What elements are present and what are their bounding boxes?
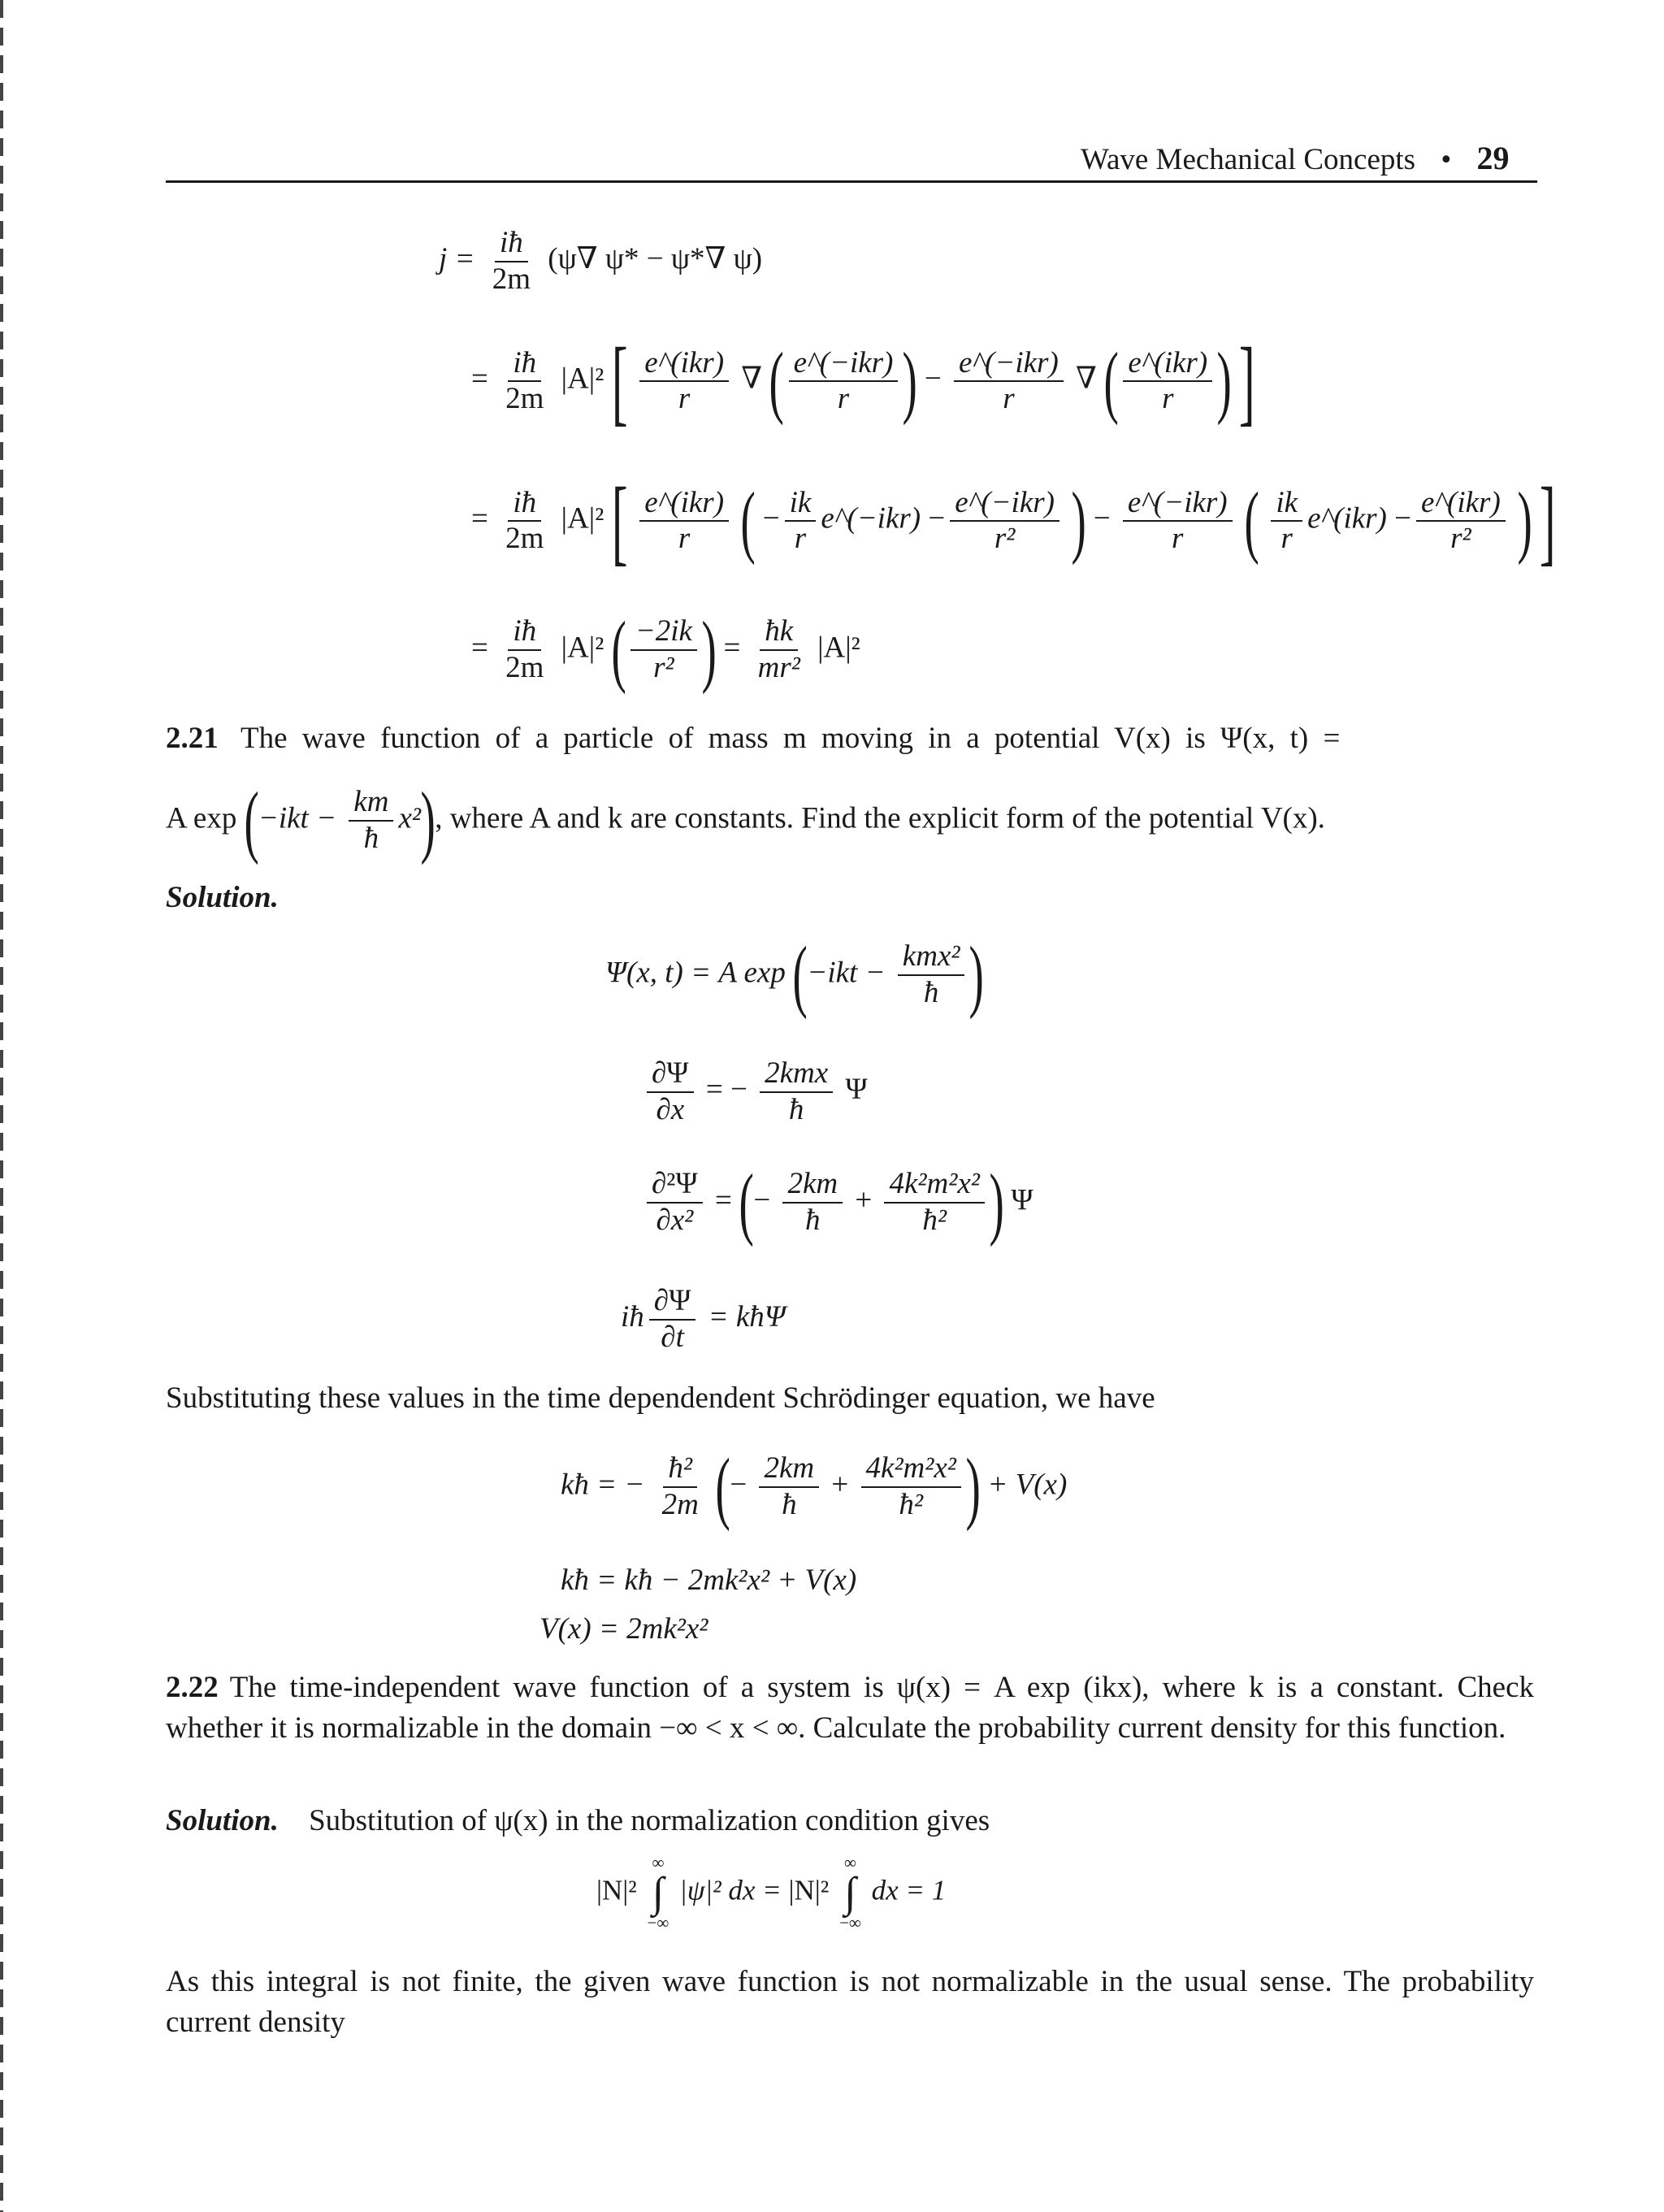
solution-label-221: Solution. (166, 881, 279, 914)
problem-221-line2: A exp (−ikt − $\frac{km}{ħ}$ x²), where A and k are constants. Find the explicit form of the potential V(x). (166, 775, 1325, 865)
problem-number-222: 2.22 (166, 1671, 219, 1704)
eq-khbar: kħ = kħ − 2mk²x² + V(x) (561, 1564, 857, 1597)
eq-j-line1 (439, 226, 762, 297)
eq-normalization: |N|² ∞ ∫ −∞ |ψ|² dx = |N|² ∞ ∫ −∞ dx = 1 (596, 1853, 947, 1932)
problem-number-221: 2.21 (166, 722, 219, 755)
j-line1-rhs: (ψ∇ ψ* − ψ*∇ ψ) (548, 242, 763, 276)
problem-221-text-c: , where A and k are constants. Find the explicit form of the potential V(x). (435, 801, 1325, 835)
integral-1: ∞ ∫ −∞ (647, 1853, 670, 1932)
frac-ihbar-2m: $\frac{iħ}{2m}$ (492, 226, 531, 296)
eq-dpsi-dx: $\frac{\partial\Psi}{\partial x}$ = − $\frac{\text{2kmx}}{ħ}$ Ψ (642, 1056, 868, 1127)
scan-left-edge (0, 0, 3, 2212)
eq-V-result: V(x) = 2mk²x² (540, 1612, 708, 1646)
j-lhs: j = (439, 242, 475, 276)
solution-222-text: Substitution of ψ(x) in the normalization condition gives (309, 1804, 990, 1837)
eq-dpsi-dt: iħ $\frac{\partial\Psi}{\partial t}$ = kħΨ (621, 1284, 786, 1354)
problem-221-text-b: A exp (166, 801, 237, 835)
integral-2: ∞ ∫ −∞ (839, 1853, 861, 1932)
substitute-text: Substituting these values in the time dependendent Schrödinger equation, we have (166, 1381, 1155, 1415)
frac-ihbar-2m: $\frac{iħ}{2m}$ (505, 345, 544, 416)
running-header (1081, 138, 1510, 179)
eq-d2psi-dx2: $\frac{\text{∂²Ψ}}{\text{∂x²}}$ = (− $\frac{2km}{ħ}$ + $\frac{\text{4k²m²x²}}{\text{ħ²}}$ ) Ψ (642, 1162, 1034, 1243)
eq-j-line4: = $\frac{iħ}{2m}$ |A|² ( $\frac{-2ik}{\text{r²}}$ ) = $\frac{ħk}{\text{mr²}}$ |A|² (471, 605, 860, 695)
problem-222-text: The time-independent wave function of a system is ψ(x) = A exp (ikx), where k is a constant. Check whether it is normalizable in the domain −∞ < x < ∞. Calculate the probability current density for this function. (166, 1671, 1534, 1745)
eq-psi-def: Ψ(x, t) = A exp (−ikt − $\frac{\text{kmx²}}{ħ}$ ) (605, 930, 985, 1020)
eq-j-line3: = $\frac{iħ}{2m}$ |A|² [ $\frac{\text{e\textasciicircum{}(ikr)}}{r}$ ( − $\frac{ik}{r}$ e^(−ikr) − $\frac{\text{e\textasciicircum{}(−ikr)}}{\text{r²}}$ ) − $\frac{\text{e\textasciicircum{}(−ikr)}}{r}$ ( $\frac{ik}{r}$ e^(ikr) − $\frac{\text{e\textasciicircum{}(ikr)}}{\text{r²}}$ ) ] (471, 467, 1556, 575)
problem-221-text-a: The wave function of a particle of mass m moving in a potential V(x) is Ψ(x, t) = (240, 722, 1341, 755)
running-title: Wave Mechanical Concepts (1081, 143, 1416, 176)
header-bullet: • (1441, 143, 1452, 176)
solution-label-222: Solution. (166, 1804, 279, 1837)
eq-schrodinger: kħ = − $\frac{\text{ħ²}}{2m}$ (− $\frac{2km}{ħ}$ + $\frac{\text{4k²m²x²}}{\text{ħ²}}$ ) + V(x) (561, 1442, 1068, 1532)
solution-222-line (166, 1802, 990, 1840)
eq-j-line2: = $\frac{iħ}{2m}$ |A|² [ $\frac{\text{e\textasciicircum{}(ikr)}}{r}$ ∇ ( $\frac{\text{e\textasciicircum{}(−ikr)}}{r}$ ) − $\frac{\text{e\textasciicircum{}(−ikr)}}{r}$ ∇ ( $\frac{\text{e\textasciicircum{}(ikr)}}{r}$ ) ] (471, 327, 1255, 435)
problem-221-line1 (166, 720, 1340, 757)
problem-222 (166, 1668, 1534, 1749)
conclusion-text: As this integral is not finite, the given wave function is not normalizable in the usual sense. The probability current density (166, 1965, 1534, 2039)
page-number: 29 (1476, 140, 1510, 176)
header-rule (166, 180, 1537, 183)
A-squared: |A|² (561, 362, 604, 396)
